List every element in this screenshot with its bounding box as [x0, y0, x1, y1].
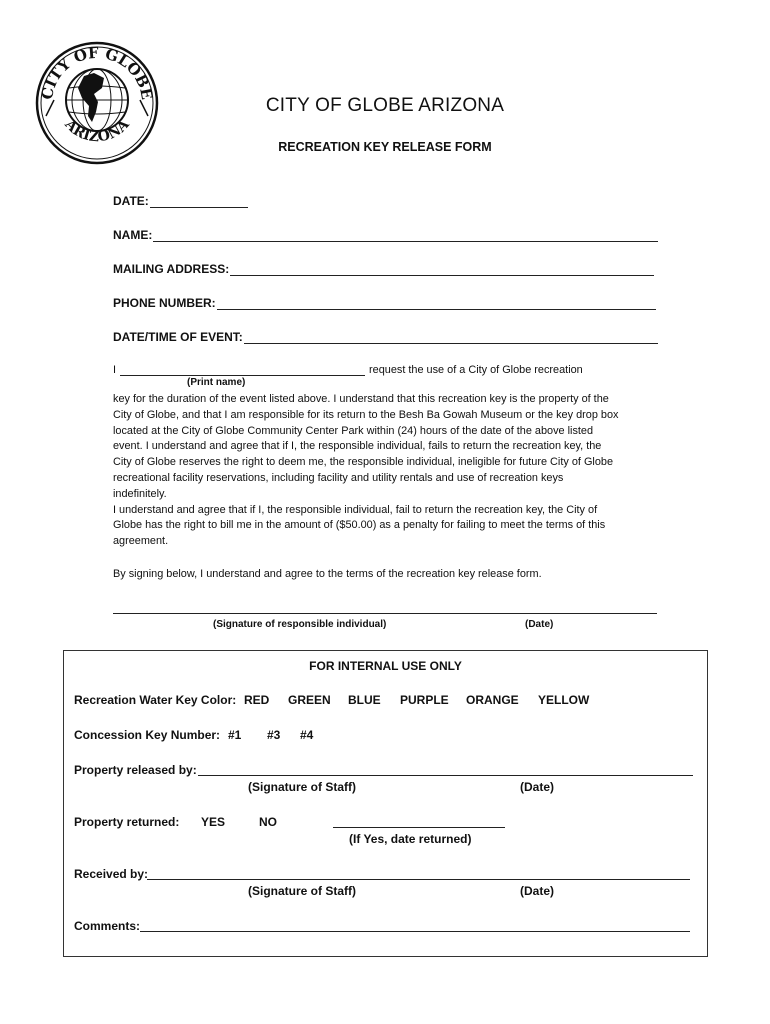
statement-line: located at the City of Globe Community Center Park within (24) hours of the date of the above listed [113, 424, 594, 437]
signature-caption: (Signature of responsible individual) [213, 619, 387, 630]
statement-line: recreational facility reservations, including facility and utility rentals and use of recreation keys [113, 471, 564, 484]
key-color-option[interactable]: YELLOW [538, 693, 590, 707]
concession-key-option[interactable]: #1 [228, 728, 242, 742]
request-text: request the use of a City of Globe recreation [369, 364, 583, 376]
concession-key-option[interactable]: #4 [300, 728, 314, 742]
key-color-option[interactable]: PURPLE [400, 693, 449, 707]
property-released-line[interactable] [198, 775, 693, 776]
statement-line: I understand and agree that if I, the responsible individual, fail to return the recreation key, the City of [113, 503, 598, 516]
print-name-caption: (Print name) [187, 377, 246, 388]
print-name-line[interactable] [120, 364, 365, 376]
statement-line: City of Globe, and that I am responsible for its return to the Besh Ba Gowah Museum or the key drop box [113, 408, 619, 421]
comments-line[interactable] [140, 931, 690, 932]
event-datetime-field[interactable] [113, 326, 658, 344]
date-label: DATE: [113, 194, 149, 208]
property-released-label: Property released by: [74, 763, 197, 777]
statement-paragraph-1 [113, 392, 661, 550]
mailing-address-line[interactable] [230, 263, 654, 276]
mailing-address-field[interactable] [113, 258, 654, 276]
statement-line: key for the duration of the event listed above. I understand that this recreation key is the property of the [113, 393, 609, 405]
document-title: CITY OF GLOBE ARIZONA [265, 95, 505, 116]
concession-key-option[interactable]: #3 [267, 728, 281, 742]
returned-no-option[interactable]: NO [259, 815, 277, 829]
date-line[interactable] [150, 195, 248, 208]
released-staff-caption: (Signature of Staff) [248, 780, 356, 794]
event-datetime-label: DATE/TIME OF EVENT: [113, 330, 243, 344]
mailing-address-label: MAILING ADDRESS: [113, 262, 230, 276]
name-label: NAME: [113, 228, 153, 242]
statement-line: agreement. [113, 535, 169, 548]
print-name-row [113, 360, 673, 376]
statement-line: City of Globe reserves the right to deem me, the responsible individual, ineligible for future City of Globe [113, 456, 614, 469]
svg-text:ARIZONA: ARIZONA [61, 116, 133, 146]
key-color-option[interactable]: ORANGE [466, 693, 519, 707]
key-color-option[interactable]: GREEN [288, 693, 331, 707]
date-returned-line[interactable] [333, 827, 505, 828]
phone-number-label: PHONE NUMBER: [113, 296, 216, 310]
form-subtitle: RECREATION KEY RELEASE FORM [278, 140, 492, 154]
key-color-option[interactable]: RED [244, 693, 270, 707]
statement-line: Globe has the right to bill me in the amount of ($50.00) as a penalty for failing to meet the terms of this [113, 519, 606, 532]
received-by-line[interactable] [147, 879, 690, 880]
phone-number-field[interactable] [113, 292, 656, 310]
received-staff-caption: (Signature of Staff) [248, 884, 356, 898]
concession-key-label: Concession Key Number: [74, 728, 221, 742]
statement-line: event. I understand and agree that if I, the responsible individual, fails to return the recreation key, the [113, 440, 602, 453]
released-date-caption: (Date) [520, 780, 555, 794]
received-date-caption: (Date) [520, 884, 555, 898]
svg-text:CITY OF GLOBE: CITY OF GLOBE [37, 43, 157, 101]
signature-date-caption: (Date) [525, 619, 554, 630]
date-field[interactable] [113, 190, 658, 208]
key-color-option[interactable]: BLUE [348, 693, 381, 707]
name-field[interactable] [113, 224, 658, 242]
statement-line: indefinitely. [113, 487, 167, 500]
phone-number-line[interactable] [217, 297, 656, 310]
agreement-text: By signing below, I understand and agree to the terms of the recreation key release form. [113, 568, 542, 580]
date-returned-caption: (If Yes, date returned) [349, 832, 472, 846]
internal-use-box [63, 650, 708, 957]
property-returned-label: Property returned: [74, 815, 180, 829]
returned-yes-option[interactable]: YES [201, 815, 226, 829]
city-seal-logo [34, 40, 160, 166]
signature-line[interactable] [113, 613, 657, 614]
event-datetime-line[interactable] [244, 331, 658, 344]
internal-use-heading: FOR INTERNAL USE ONLY [309, 659, 462, 673]
received-by-label: Received by: [74, 867, 149, 881]
comments-label: Comments: [74, 919, 141, 933]
name-line[interactable] [153, 229, 658, 242]
key-color-label: Recreation Water Key Color: [74, 693, 237, 707]
i-prefix: I [113, 364, 117, 376]
